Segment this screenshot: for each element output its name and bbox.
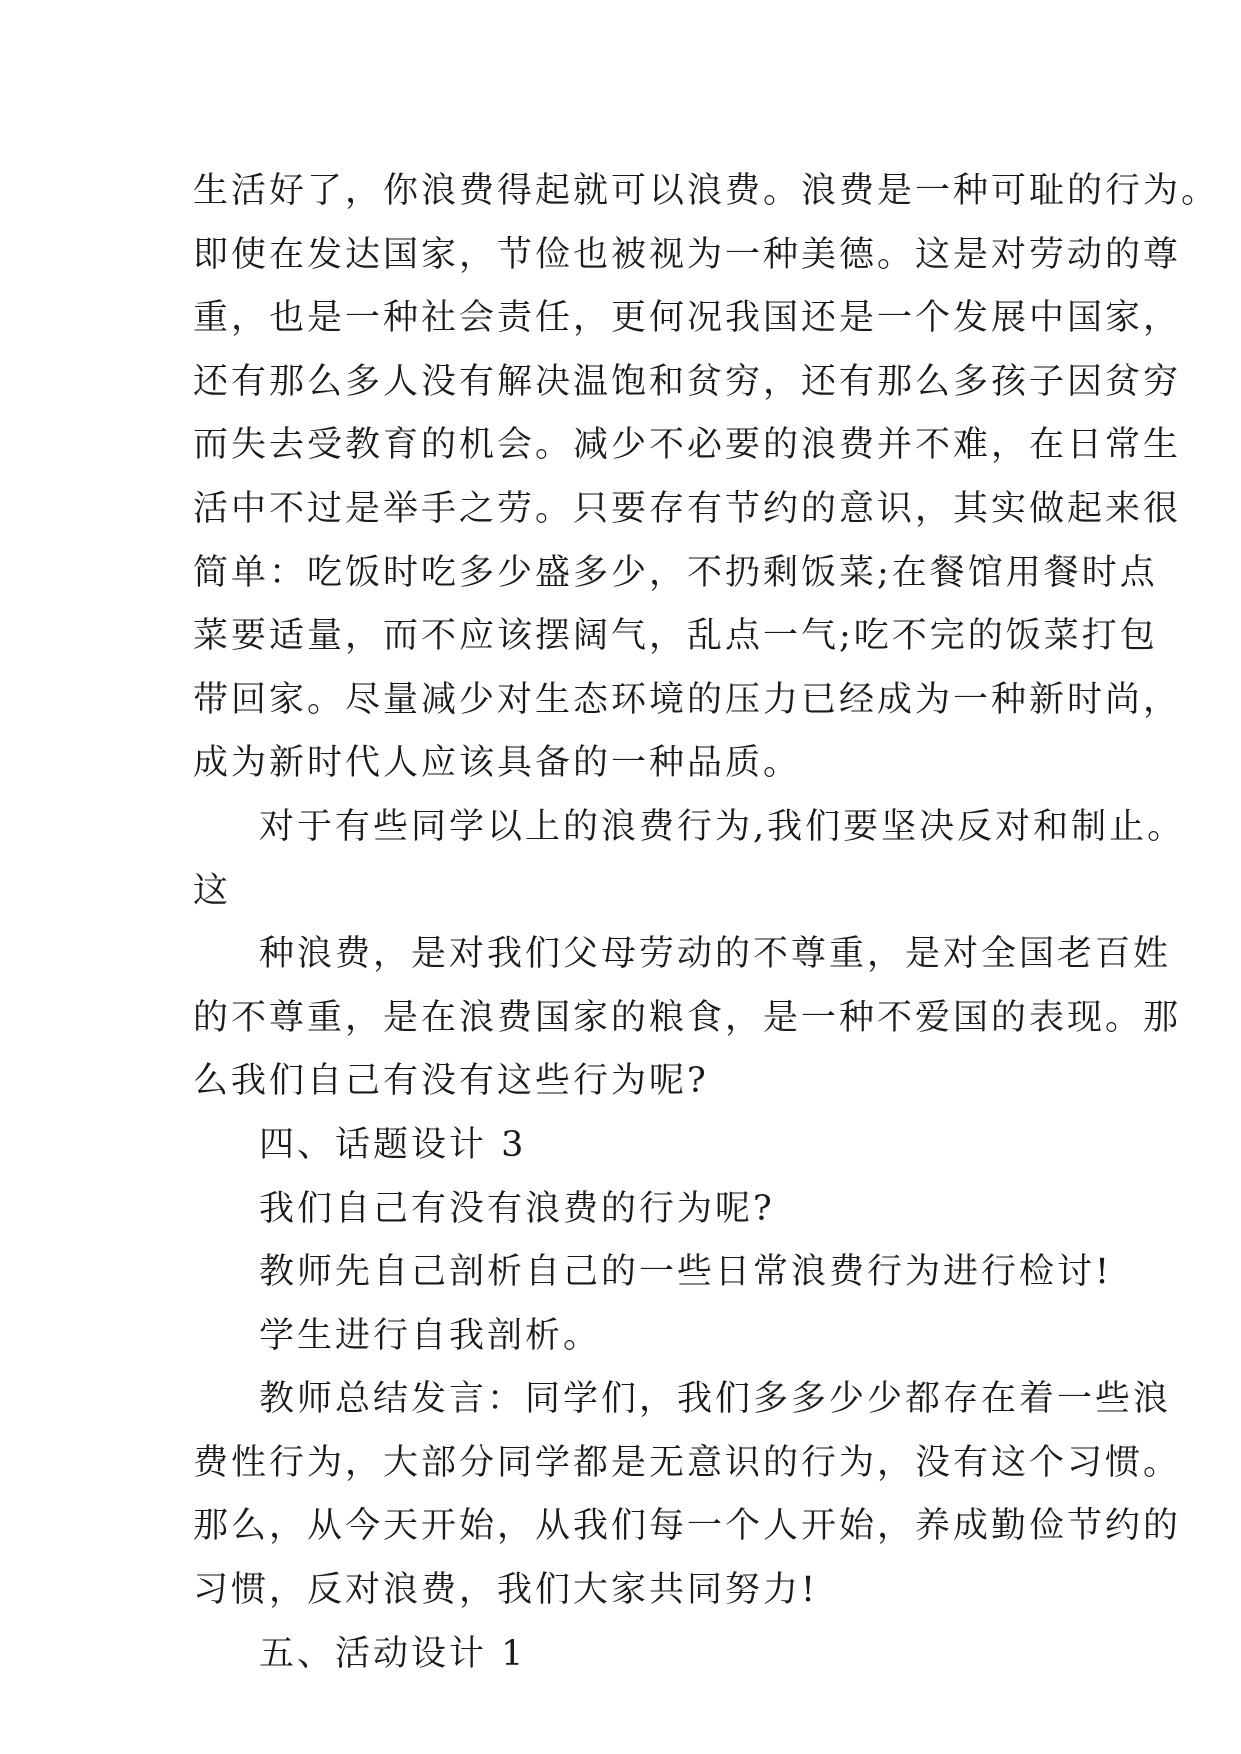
text-line: 我们自己有没有浪费的行为呢? [259,1188,775,1229]
heading-line: 五、活动设计 1 [259,1633,527,1674]
text-line: 的不尊重，是在浪费国家的粮食，是一种不爱国的表现。那 [193,997,1182,1038]
text-line: 么我们自己有没有这些行为呢? [193,1061,709,1102]
paragraph-student-review [193,1305,1073,1369]
text-line: 种浪费，是对我们父母劳动的不尊重，是对全国老百姓 [259,934,1172,975]
text-line: 成为新时代人应该具备的一种品质。 [193,743,802,784]
document-body [193,160,1220,1686]
paragraph-waste-shameful [193,160,1220,796]
paragraph-oppose-waste [193,796,1186,923]
text-line: 那么，从今天开始，从我们每一个人开始，养成勤俭节约的 [193,1506,1182,1547]
text-line: 还有那么多人没有解决温饱和贫穷，还有那么多孩子因贫穷 [193,361,1182,402]
paragraph-question [193,1178,1073,1242]
text-line: 即使在发达国家，节俭也被视为一种美德。这是对劳动的尊 [193,234,1182,275]
text-line: 生活好了，你浪费得起就可以浪费。浪费是一种可耻的行为。 [193,171,1220,211]
text-line: 活中不过是举手之劳。只要存有节约的意识，其实做起来很 [193,488,1182,529]
section-heading-activity-1 [193,1623,1073,1687]
paragraph-teacher-review [193,1241,1113,1305]
text-line: 菜要适量，而不应该摆阔气，乱点一气;吃不完的饭菜打包 [193,616,1158,657]
heading-line: 四、话题设计 3 [259,1124,527,1165]
paragraph-disrespect [193,923,1182,1114]
text-line: 带回家。尽量减少对生态环境的压力已经成为一种新时尚， [193,679,1182,720]
text-line: 简单：吃饭时吃多少盛多少，不扔剩饭菜;在餐馆用餐时点 [193,552,1158,593]
text-line: 重，也是一种社会责任，更何况我国还是一个发展中国家， [193,298,1182,339]
text-line: 而失去受教育的机会。减少不必要的浪费并不难，在日常生 [193,425,1182,466]
text-line: 学生进行自我剖析。 [259,1315,602,1356]
text-line: 费性行为，大部分同学都是无意识的行为，没有这个习惯。 [193,1442,1182,1483]
text-line: 教师先自己剖析自己的一些日常浪费行为进行检讨! [259,1252,1113,1293]
section-heading-topic-3 [193,1114,1073,1178]
text-line: 习惯，反对浪费，我们大家共同努力! [193,1570,819,1611]
text-line: 这 [193,870,232,911]
paragraph-teacher-summary [193,1368,1182,1622]
text-line: 对于有些同学以上的浪费行为,我们要坚决反对和制止。 [259,806,1186,847]
text-line: 教师总结发言：同学们，我们多多少少都存在着一些浪 [259,1379,1172,1420]
